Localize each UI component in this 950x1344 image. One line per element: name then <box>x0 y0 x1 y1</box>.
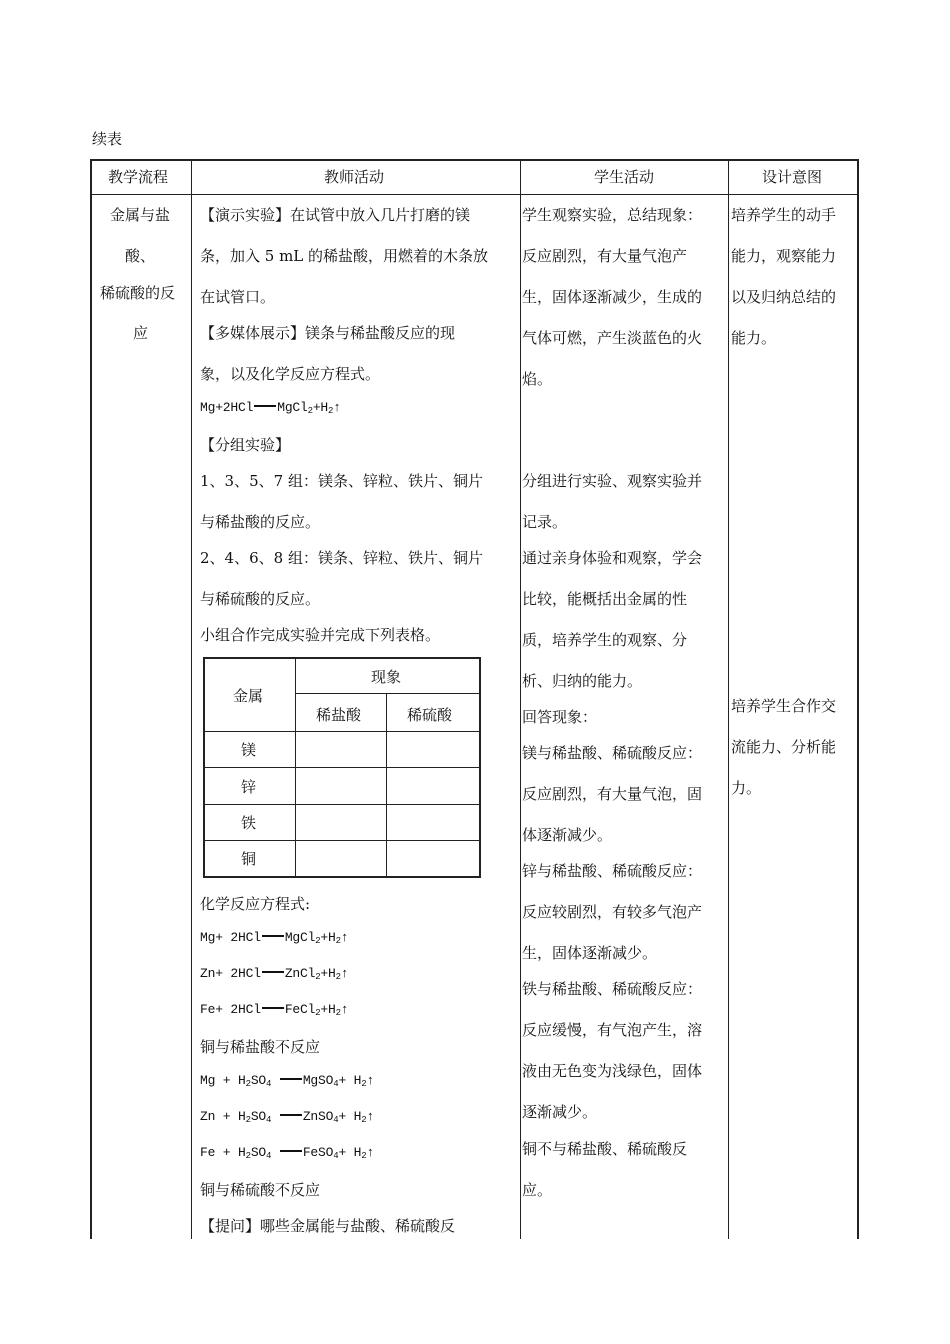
observation-table <box>203 657 481 878</box>
teacher-media-line: 【多媒体展示】镁条与稀盐酸反应的现 <box>200 324 456 342</box>
student-line: 反应剧烈，有大量气泡，固 <box>522 785 703 803</box>
student-line: 通过亲身体验和观察，学会 <box>522 549 703 567</box>
table-col-divider-2 <box>520 159 521 1239</box>
cu-hcl-note: 铜与稀盐酸不反应 <box>200 1038 321 1056</box>
equation-zn-2hcl: Zn+ 2HCl $ZnCl_2+H_2↑$ <box>200 966 349 982</box>
cu-h2so4-note: 铜与稀硫酸不反应 <box>200 1181 321 1199</box>
header-student: 学生活动 <box>594 168 655 186</box>
table-border-right <box>857 159 859 1239</box>
observation-row-metal: 铜 <box>241 850 257 868</box>
student-line: 生，固体逐渐减少，生成的 <box>522 288 703 306</box>
teacher-group-line: 与稀硫酸的反应。 <box>200 590 321 608</box>
intent-line: 培养学生的动手 <box>731 206 837 224</box>
observation-col-phenomenon: 现象 <box>371 668 402 686</box>
student-line: 析、归纳的能力。 <box>522 672 643 690</box>
intent-line: 培养学生合作交 <box>731 697 837 715</box>
intent-line: 力。 <box>731 779 762 797</box>
header-teacher: 教师活动 <box>324 168 385 186</box>
student-line: 生，固体逐渐减少。 <box>522 944 658 962</box>
process-line: 酸、 <box>125 247 156 265</box>
teacher-group-line: 与稀盐酸的反应。 <box>200 513 321 531</box>
teacher-demo-line: 条，加入 5 mL 的稀盐酸，用燃着的木条放 <box>200 247 489 265</box>
teacher-demo-line: 【演示实验】在试管中放入几片打磨的镁 <box>200 206 471 224</box>
equation-mg-2hcl: Mg+ 2HCl $MgCl_2+H_2↑$ <box>200 930 349 946</box>
student-line: 液由无色变为浅绿色，固体 <box>522 1062 703 1080</box>
student-line: 质，培养学生的观察、分 <box>522 631 688 649</box>
intent-line: 能力。 <box>731 329 777 347</box>
process-line: 金属与盐 <box>110 206 171 224</box>
student-line: 应。 <box>522 1181 553 1199</box>
teacher-media-line: 象，以及化学反应方程式。 <box>200 365 381 383</box>
student-line: 逐渐减少。 <box>522 1103 598 1121</box>
student-line: 反应剧烈，有大量气泡产 <box>522 247 688 265</box>
student-line: 铜不与稀盐酸、稀硫酸反 <box>522 1140 688 1158</box>
intent-line: 流能力、分析能 <box>731 738 837 756</box>
table-col-divider-3 <box>728 159 729 1239</box>
student-line: 镁与稀盐酸、稀硫酸反应： <box>522 744 703 762</box>
equation-title: 化学反应方程式: <box>200 895 311 913</box>
student-line: 体逐渐减少。 <box>522 826 613 844</box>
intent-line: 能力，观察能力 <box>731 247 837 265</box>
student-line: 锌与稀盐酸、稀硫酸反应： <box>522 862 703 880</box>
continued-label: 续表 <box>92 130 123 148</box>
student-line: 铁与稀盐酸、稀硫酸反应： <box>522 980 703 998</box>
observation-sub-hcl: 稀盐酸 <box>316 706 362 724</box>
student-line: 回答现象： <box>522 708 598 726</box>
teacher-group-line: 小组合作完成实验并完成下列表格。 <box>200 626 441 644</box>
student-line: 气体可燃，产生淡蓝色的火 <box>522 329 703 347</box>
student-line: 比较，能概括出金属的性 <box>522 590 688 608</box>
equation-fe-h2so4: $Fe + H_2SO_4$ FeSO$_4$+ $H_2↑$ <box>200 1145 375 1161</box>
process-line: 应 <box>133 324 149 342</box>
table-border-top <box>90 159 859 161</box>
teacher-group-line: 1、3、5、7 组：镁条、锌粒、铁片、铜片 <box>200 472 483 490</box>
teacher-question: 【提问】哪些金属能与盐酸、稀硫酸反 <box>200 1217 456 1235</box>
student-line: 分组进行实验、观察实验并 <box>522 472 703 490</box>
observation-sub-h2so4: 稀硫酸 <box>407 706 453 724</box>
student-line: 反应缓慢，有气泡产生，溶 <box>522 1021 703 1039</box>
student-line: 学生观察实验，总结现象： <box>522 206 703 224</box>
observation-row-metal: 铁 <box>241 814 257 832</box>
student-line: 反应较剧烈，有较多气泡产 <box>522 903 703 921</box>
header-intent: 设计意图 <box>762 168 823 186</box>
table-border-left <box>90 159 92 1239</box>
equation-mg-h2so4: $Mg + H_2SO_4$ MgSO$_4$+ $H_2↑$ <box>200 1073 375 1089</box>
observation-row-metal: 锌 <box>241 778 257 796</box>
teacher-group-line: 2、4、6、8 组：镁条、锌粒、铁片、铜片 <box>200 549 483 567</box>
teacher-demo-line: 在试管口。 <box>200 288 276 306</box>
process-line: 稀硫酸的反 <box>100 284 176 302</box>
student-line: 记录。 <box>522 513 568 531</box>
intent-line: 以及归纳总结的 <box>731 288 837 306</box>
table-header-divider <box>90 194 859 195</box>
header-process: 教学流程 <box>108 168 169 186</box>
student-line: 焰。 <box>522 370 553 388</box>
equation-zn-h2so4: $Zn + H_2SO_4$ ZnSO$_4$+ $H_2↑$ <box>200 1109 375 1125</box>
table-col-divider-1 <box>191 159 192 1239</box>
equation-mg-hcl: Mg+2HCl $MgCl_2+H_2↑$ <box>200 400 341 416</box>
teacher-group-line: 【分组实验】 <box>200 436 291 454</box>
observation-row-metal: 镁 <box>241 741 257 759</box>
observation-col-metal: 金属 <box>233 687 264 705</box>
equation-fe-2hcl: Fe+ 2HCl $FeCl_2+H_2↑$ <box>200 1002 349 1018</box>
